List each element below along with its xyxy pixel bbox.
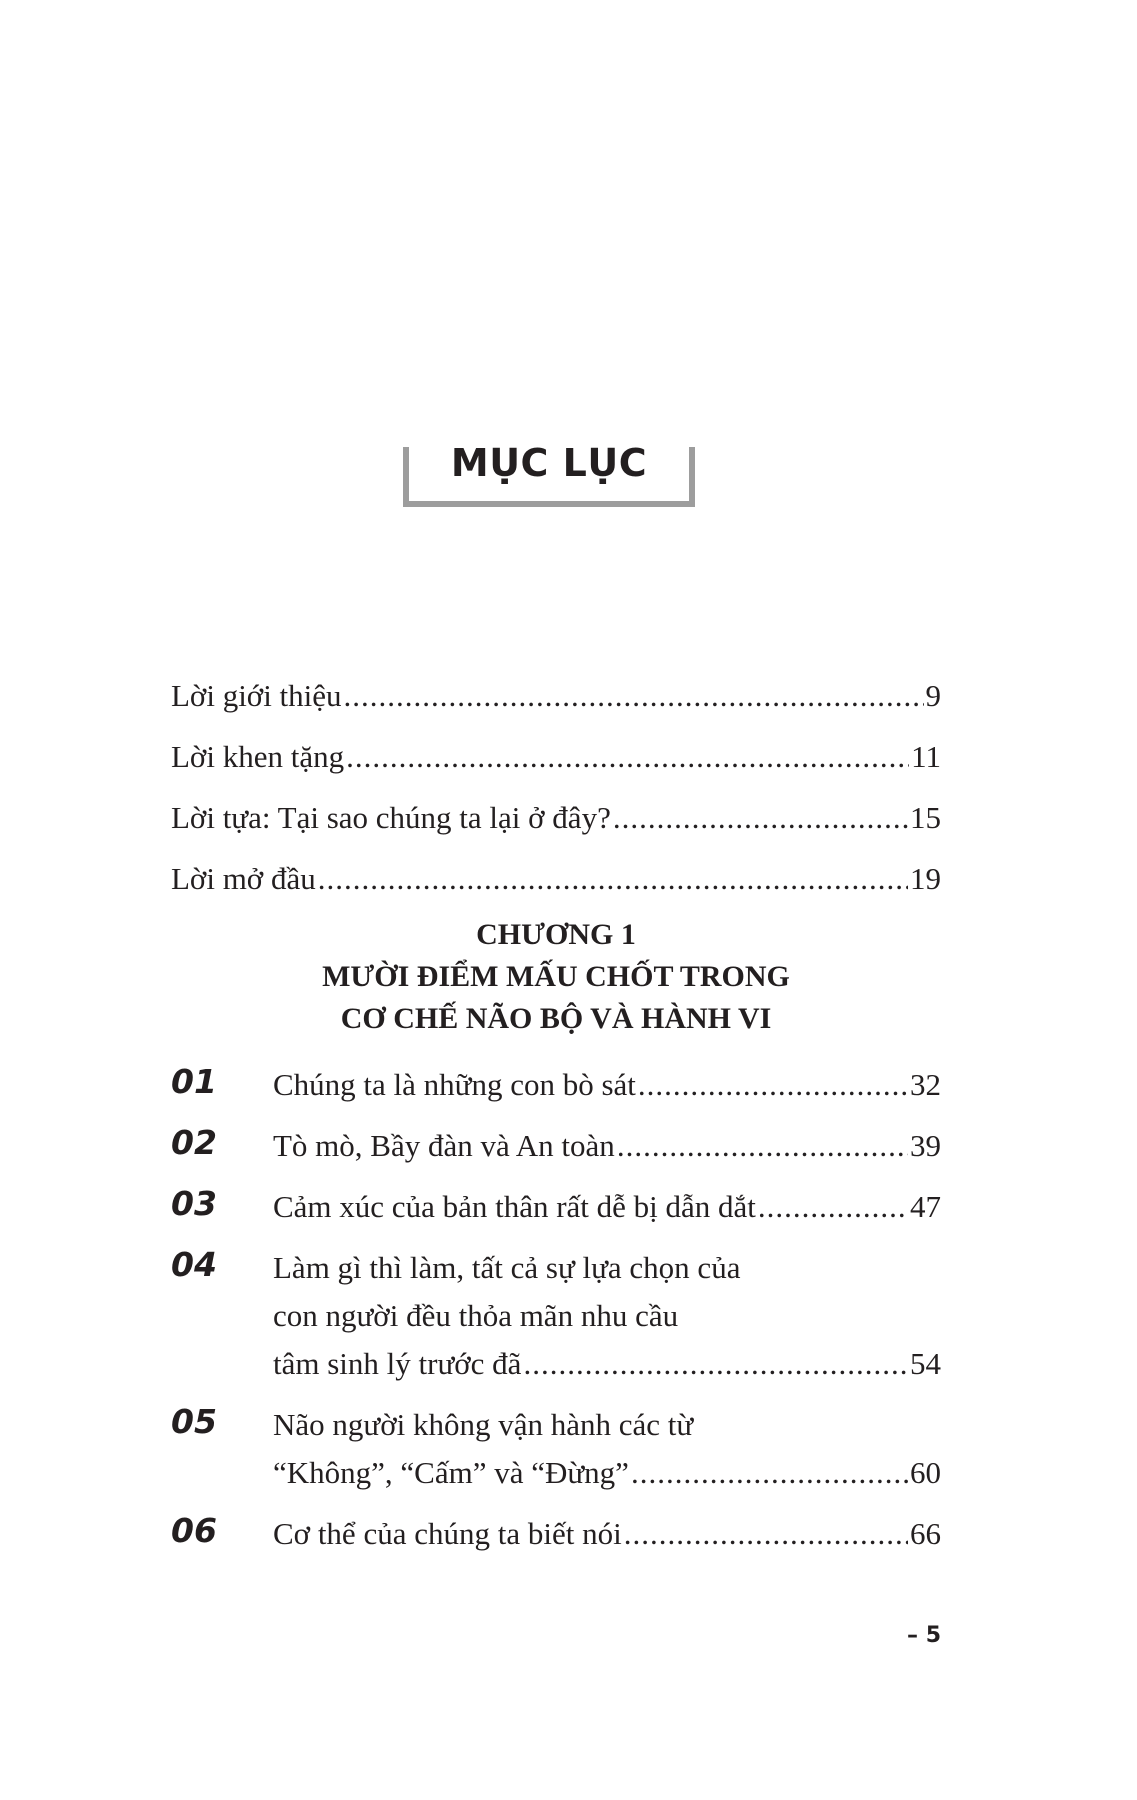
dot-leader — [346, 737, 909, 777]
item-number-04: 04 — [171, 1245, 217, 1284]
entry-label: Cơ thể của chúng ta biết nói — [273, 1516, 622, 1551]
chapter-heading-line2: MƯỜI ĐIỂM MẤU CHỐT TRONG — [322, 960, 790, 993]
entry-label: Lời giới thiệu — [171, 678, 342, 713]
toc-entry-01[interactable] — [273, 1065, 941, 1105]
entry-page: 19 — [910, 861, 941, 896]
dot-leader — [344, 676, 924, 716]
toc-entry-front-3[interactable] — [171, 798, 941, 838]
toc-title-box — [403, 441, 695, 507]
dot-leader — [638, 1065, 908, 1105]
entry-label: Tò mò, Bầy đàn và An toàn — [273, 1128, 615, 1163]
entry-label: tâm sinh lý trước đã — [273, 1346, 522, 1381]
toc-entry-02[interactable] — [273, 1126, 941, 1166]
entry-label: “Không”, “Cấm” và “Đừng” — [273, 1455, 629, 1490]
dot-leader — [758, 1187, 908, 1227]
entry-line: Làm gì thì làm, tất cả sự lựa chọn của — [273, 1250, 741, 1285]
entry-line: Não người không vận hành các từ — [273, 1407, 694, 1442]
entry-line: con người đều thỏa mãn nhu cầu — [273, 1298, 679, 1333]
item-number-01: 01 — [171, 1062, 217, 1101]
toc-entry-05[interactable] — [273, 1453, 941, 1493]
chapter-heading-line3: CƠ CHẾ NÃO BỘ VÀ HÀNH VI — [340, 1002, 772, 1035]
toc-entry-06[interactable] — [273, 1514, 941, 1554]
toc-entry-front-1[interactable] — [171, 676, 941, 716]
entry-page: 66 — [910, 1516, 941, 1551]
dot-leader — [613, 798, 908, 838]
entry-label: Lời tựa: Tại sao chúng ta lại ở đây? — [171, 800, 611, 835]
entry-page: 47 — [910, 1189, 941, 1224]
dot-leader — [617, 1126, 908, 1166]
entry-page: 39 — [910, 1128, 941, 1163]
entry-label: Cảm xúc của bản thân rất dễ bị dẫn dắt — [273, 1189, 756, 1224]
chapter-heading-line1: CHƯƠNG 1 — [476, 918, 636, 951]
entry-label: Lời mở đầu — [171, 861, 316, 896]
entry-label: Lời khen tặng — [171, 739, 345, 774]
entry-page: 11 — [911, 739, 941, 774]
item-number-05: 05 — [171, 1402, 217, 1441]
item-number-06: 06 — [171, 1511, 217, 1550]
toc-entry-front-4[interactable] — [171, 859, 941, 899]
item-number-03: 03 — [171, 1184, 217, 1223]
dot-leader — [624, 1514, 908, 1554]
dot-leader — [631, 1453, 908, 1493]
dot-leader — [523, 1344, 908, 1384]
entry-page: 60 — [910, 1455, 941, 1490]
page-number: – 5 — [907, 1623, 941, 1648]
entry-page: 15 — [910, 800, 941, 835]
entry-page: 54 — [910, 1346, 941, 1381]
entry-page: 32 — [910, 1067, 941, 1102]
toc-entry-04[interactable] — [273, 1344, 941, 1384]
toc-entry-front-2[interactable] — [171, 737, 941, 777]
entry-label: Chúng ta là những con bò sát — [273, 1067, 636, 1102]
toc-entry-03[interactable] — [273, 1187, 941, 1227]
entry-page: 9 — [925, 678, 941, 713]
dot-leader — [318, 859, 908, 899]
item-number-02: 02 — [171, 1123, 217, 1162]
toc-title: MỤC LỤC — [450, 441, 648, 485]
